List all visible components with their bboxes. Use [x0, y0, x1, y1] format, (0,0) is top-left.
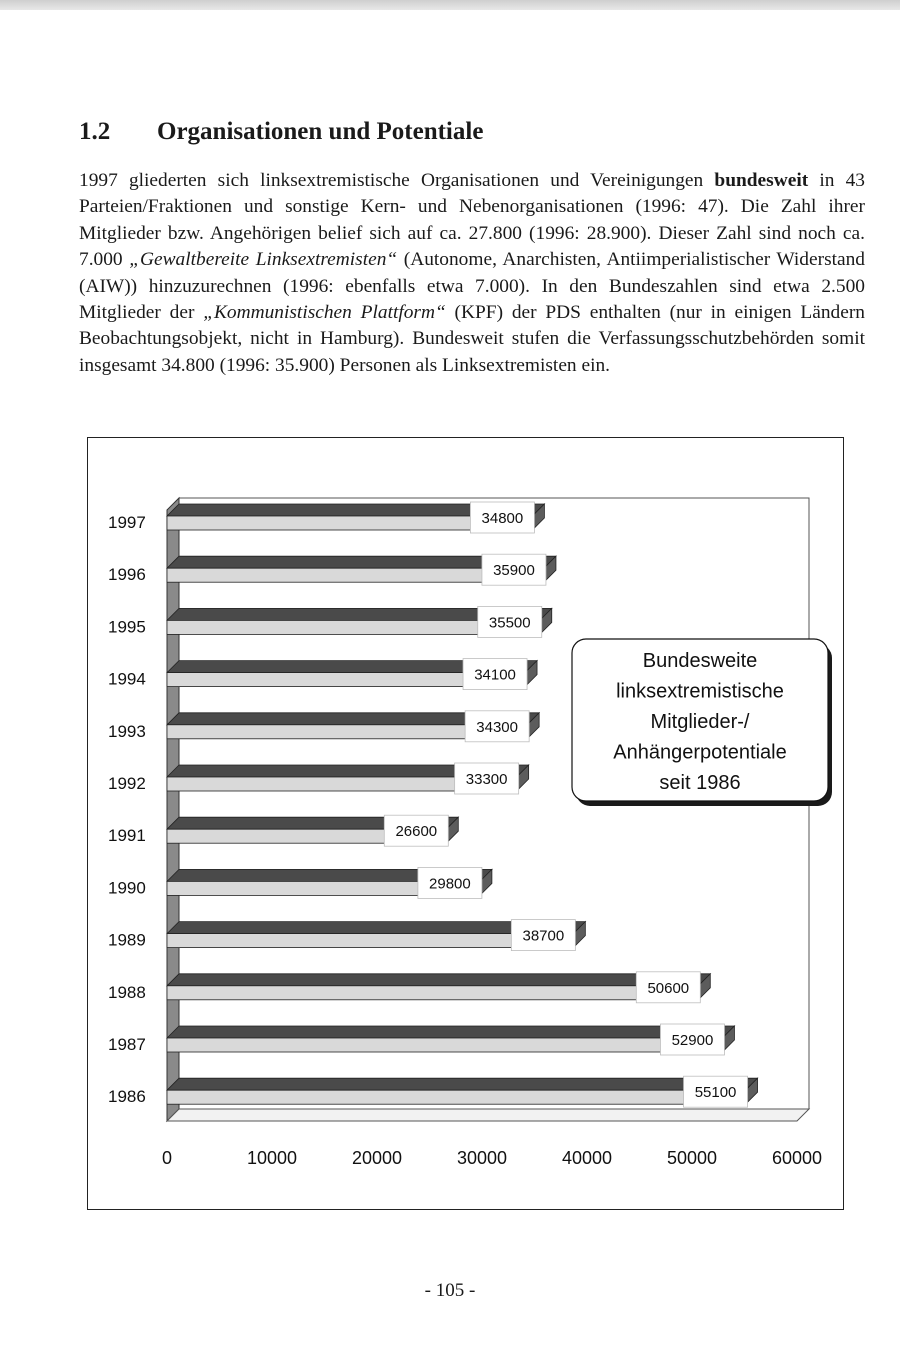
- data-label: 26600: [395, 823, 438, 841]
- section-heading: [79, 118, 839, 146]
- y-tick-label: 1997: [108, 513, 146, 532]
- y-tick-label: 1990: [108, 878, 146, 898]
- text-run: in 43 Parteien/Fraktionen und sonstige Kern- und Nebenorganisationen (1996: 47). Die Zahl ihrer Mitglieder bzw. Angehörigen belief sich auf ca. 27.800 (1996: 28.900). Dieser Zahl sind noch ca. 7.000: [79, 170, 865, 271]
- italic-term: „Gewaltbereite Linksextremisten“: [129, 249, 398, 271]
- body-paragraph: [79, 168, 865, 379]
- x-tick-label: 10000: [246, 1148, 298, 1168]
- x-tick-label: 0: [161, 1148, 173, 1168]
- bar-chart: [88, 438, 843, 1209]
- text-run: (Autonome, Anarchisten, Antiimperialistischer Widerstand (AIW)) hinzuzurechnen (1996: ebenfalls etwa 7.000). In den Bundeszahlen sind etwa 2.500 Mitglieder der: [79, 249, 865, 324]
- bold-text: bundesweit: [714, 170, 809, 191]
- chart-title-line: Bundesweite: [642, 650, 758, 672]
- y-tick-label: 1992: [108, 774, 146, 793]
- data-label: 34300: [476, 718, 519, 736]
- scan-top-edge: [0, 0, 900, 10]
- y-tick-label: 1996: [108, 565, 146, 585]
- data-label: 52900: [671, 1032, 714, 1049]
- y-tick-label: 1988: [108, 982, 146, 1002]
- text-run: 1997 gliederten sich linksextremistische Organisationen und Vereinigungen: [79, 170, 715, 191]
- italic-term: „Kommunistischen Plattform“: [203, 302, 446, 324]
- y-tick-label: 1993: [108, 721, 146, 741]
- y-tick-label: 1995: [108, 617, 146, 637]
- x-tick-label: 60000: [771, 1148, 823, 1168]
- bar-top-face: [167, 974, 710, 986]
- plot-floor: [167, 1109, 809, 1121]
- bar: [167, 1090, 746, 1104]
- y-tick-label: 1994: [108, 669, 146, 689]
- bar: [167, 986, 698, 1000]
- section-title: Organisationen und Potentiale: [157, 118, 484, 145]
- y-tick-label: 1991: [108, 826, 146, 846]
- data-label: 34800: [481, 510, 524, 527]
- text-run: (KPF) der PDS enthalten (nur in einigen Ländern Beobachtungsobjekt, nicht in Hamburg). Bundesweit stufen die Verfassungsschutzbehörden somit insgesamt 34.800 (1996: 35.900) Personen als Linksextremisten ein.: [79, 302, 865, 376]
- y-tick-label: 1986: [108, 1087, 146, 1107]
- page-number: - 105 -: [424, 1280, 476, 1301]
- chart-title-line: Mitglieder-/: [650, 711, 750, 733]
- data-label: 50600: [647, 979, 690, 997]
- chart-title-line: seit 1986: [659, 772, 741, 794]
- y-tick-label: 1989: [108, 930, 146, 950]
- bar-top-face: [167, 1026, 734, 1038]
- data-label: 35500: [488, 614, 531, 632]
- data-label: 29800: [429, 875, 471, 893]
- y-tick-label: 1987: [108, 1035, 146, 1054]
- chart-title-line: linksextremistische: [616, 680, 784, 703]
- data-label: 55100: [694, 1084, 737, 1102]
- data-label: 33300: [465, 771, 508, 788]
- data-label: 35900: [493, 562, 535, 580]
- x-tick-label: 50000: [666, 1148, 718, 1168]
- data-label: 34100: [474, 666, 516, 684]
- bar: [167, 1038, 722, 1052]
- data-label: 38700: [522, 927, 565, 945]
- chart-title-line: Anhängerpotentiale: [613, 741, 787, 764]
- section-number: 1.2: [79, 118, 111, 145]
- x-tick-label: 30000: [456, 1148, 508, 1168]
- x-tick-label: 20000: [351, 1148, 403, 1168]
- chart-frame: [87, 437, 844, 1210]
- x-tick-label: 40000: [561, 1148, 613, 1168]
- bar-top-face: [167, 1078, 758, 1090]
